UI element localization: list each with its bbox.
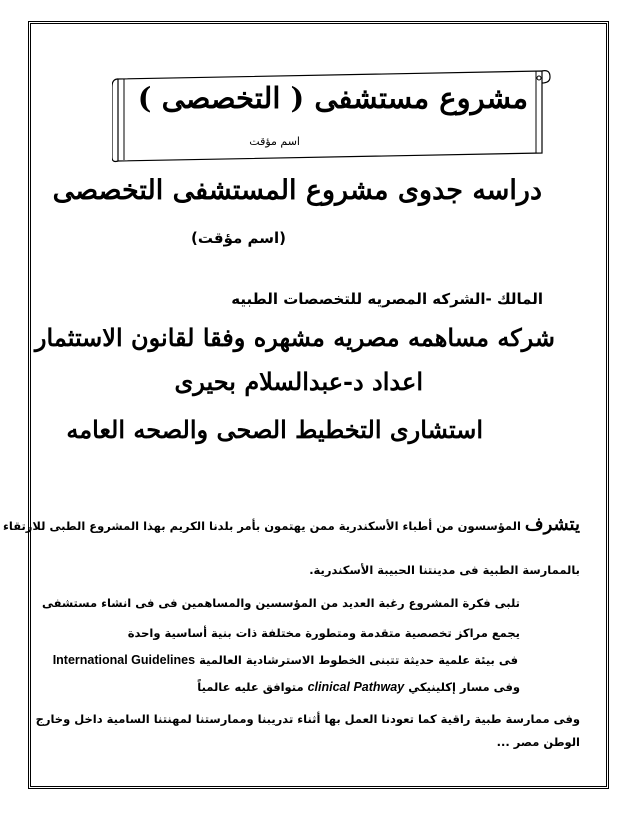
company-line: شركه مساهمه مصريه مشهره وفقا لقانون الاستثمار <box>34 323 555 352</box>
intro-line-5-text: فى بيئة علمية حديثة تتبنى الخطوط الاسترشادية العالمية <box>199 653 518 667</box>
intro-line-6-start: وفى مسار إكلينيكي <box>408 680 520 694</box>
project-subtitle: اسم مؤقت <box>249 135 300 148</box>
intro-line-3: تلبى فكرة المشروع رغبة العديد من المؤسسين والمساهمين فى فى انشاء مستشفى <box>41 596 520 610</box>
clinical-pathway-term: clinical Pathway <box>307 680 405 694</box>
consultant-line: استشارى التخطيط الصحى والصحه العامه <box>66 415 483 444</box>
intro-line-1-text: المؤسسون من أطباء الأسكندرية ممن يهتمون بأمر بلدنا الكريم بهذا المشروع الطبى للارتقاء <box>3 519 521 533</box>
intro-line-2: بالممارسة الطبية فى مدينتنا الحبيبة الأسكندرية. <box>309 563 580 577</box>
study-heading: دراسه جدوى مشروع المستشفى التخصصى <box>52 175 542 206</box>
intro-line-8: الوطن مصر ... <box>496 735 580 749</box>
intro-line-6-end: متوافق عليه عالمياً <box>197 680 304 694</box>
owner-line: المالك -الشركه المصريه للتخصصات الطبيه <box>231 290 543 308</box>
intro-line-7: وفى ممارسة طبية راقية كما تعودنا العمل بها أثناء تدريبنا وممارستنا لمهنتنا السامية داخل وخارج <box>35 712 580 726</box>
intro-lead-word: يتشرف <box>524 514 580 535</box>
prepared-by-line: اعداد د-عبدالسلام بحيرى <box>174 367 423 396</box>
intro-line-4: يجمع مراكز تخصصية متقدمة ومتطورة مختلفة ذات بنية أساسية واحدة <box>127 626 520 640</box>
intro-line-5 <box>53 653 518 667</box>
intro-line-1 <box>3 514 580 535</box>
guidelines-term: International Guidelines <box>52 653 196 667</box>
project-title: مشروع مستشفى ( التخصصى ) <box>137 81 528 115</box>
intro-line-6 <box>197 680 520 694</box>
temp-name: (اسم مؤقت) <box>191 229 286 247</box>
